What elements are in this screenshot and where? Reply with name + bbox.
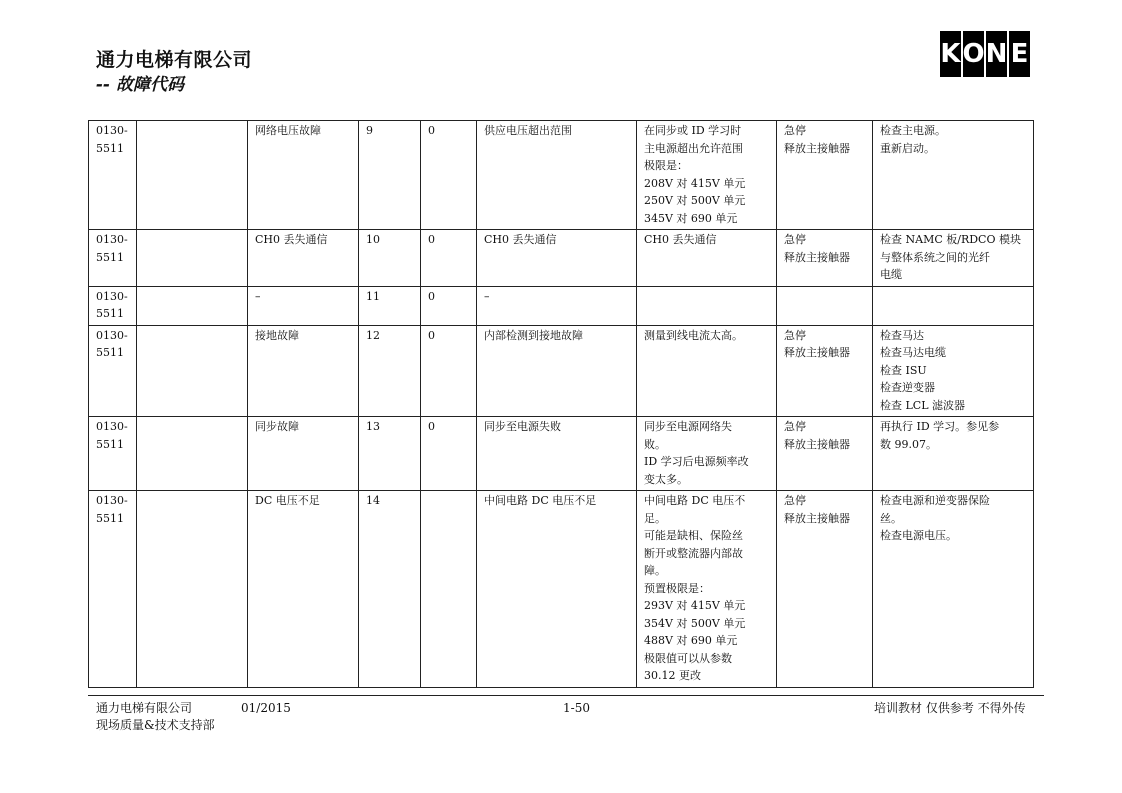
cell-text-line: 主电源超出允许范围 <box>644 141 743 155</box>
remedy-cell <box>873 286 1034 325</box>
fault-number-cell <box>359 230 421 287</box>
remedy-cell <box>873 417 1034 491</box>
cell-text-line: 可能是缺相、保险丝 <box>644 529 743 542</box>
fault-code-table <box>88 120 1034 688</box>
cell-text-line: – <box>484 289 490 303</box>
cell-text-line: 中间电路 DC 电压不 <box>644 494 746 507</box>
cell-text: 13 <box>366 420 380 433</box>
sub-code-cell <box>421 417 477 491</box>
cell-text-line: 中间电路 DC 电压不足 <box>484 494 597 507</box>
description-cell <box>477 230 637 287</box>
cell-text-line: 急停 <box>784 124 806 137</box>
kone-logo <box>940 31 1030 77</box>
cell-text-line: 检查马达电缆 <box>880 346 946 359</box>
cell-text-line: 检查马达 <box>880 328 924 342</box>
table-row <box>89 230 1034 287</box>
cell-text-line: 电缆 <box>880 268 902 281</box>
cell-text: 12 <box>366 328 380 342</box>
fault-number-cell <box>359 286 421 325</box>
table-row <box>89 417 1034 491</box>
table-row <box>89 325 1034 417</box>
cell-text-line: 488V 对 690 单元 <box>644 634 738 647</box>
cell-text-line: 数 99.07。 <box>880 437 937 451</box>
cause-cell <box>637 286 777 325</box>
cell-text-line: 释放主接触器 <box>784 346 850 359</box>
cell-text-line: 0130- <box>96 494 128 507</box>
section-subtitle: -- 故障代码 <box>96 75 185 95</box>
action-cell <box>777 491 873 688</box>
cell-text: 10 <box>366 233 380 246</box>
cell-text-line: – <box>255 289 261 303</box>
cell-text-line: 0130- <box>96 233 128 246</box>
action-cell <box>777 230 873 287</box>
logo-letter-e: E <box>1009 31 1030 77</box>
table-row <box>89 286 1034 325</box>
cell-text: 9 <box>366 124 373 137</box>
fault-name-cell <box>248 121 359 230</box>
cause-cell <box>637 325 777 417</box>
cell-text-line: 250V 对 500V 单元 <box>644 194 746 207</box>
cell-text-line: 测量到线电流太高。 <box>644 328 743 342</box>
footer-notice: 培训教材 仅供参考 不得外传 <box>874 701 1026 715</box>
cell-text: 0 <box>428 289 435 303</box>
cell-text-line: 5511 <box>96 141 124 155</box>
cell-text-line: 5511 <box>96 307 124 320</box>
blank-cell <box>137 121 248 230</box>
fault-number-cell <box>359 121 421 230</box>
remedy-cell <box>873 491 1034 688</box>
footer-divider <box>88 695 1044 696</box>
cell-text-line: 检查 LCL 滤波器 <box>880 398 966 412</box>
cell-text-line: 释放主接触器 <box>784 141 850 155</box>
cell-text-line: 足。 <box>644 511 666 525</box>
cell-text-line: 内部检测到接地故障 <box>484 328 583 342</box>
cell-text-line: 变太多。 <box>644 472 688 486</box>
cell-text-line: 急停 <box>784 494 806 507</box>
cell-text-line: 检查电源电压。 <box>880 529 957 542</box>
cell-text-line: 208V 对 415V 单元 <box>644 176 746 190</box>
remedy-cell <box>873 230 1034 287</box>
footer-department: 现场质量&技术支持部 <box>96 718 215 732</box>
blank-cell <box>137 325 248 417</box>
cell-text-line: 急停 <box>784 420 806 433</box>
cell-text-line: 30.12 更改 <box>644 669 701 682</box>
cause-cell <box>637 417 777 491</box>
cell-text-line: 释放主接触器 <box>784 437 850 451</box>
cell-text-line: 释放主接触器 <box>784 250 850 264</box>
footer-company-block <box>96 700 215 734</box>
sub-code-cell <box>421 230 477 287</box>
cell-text-line: DC 电压不足 <box>255 494 320 507</box>
cell-text-line: 同步至电源失败 <box>484 420 561 433</box>
cell-text-line: 5511 <box>96 250 124 264</box>
cell-text-line: 293V 对 415V 单元 <box>644 599 746 612</box>
logo-letter-n: N <box>986 31 1007 77</box>
description-cell <box>477 286 637 325</box>
description-cell <box>477 491 637 688</box>
code-cell <box>89 121 137 230</box>
cell-text-line: 5511 <box>96 511 124 525</box>
cell-text-line: 丝。 <box>880 511 902 525</box>
cell-text-line: 在同步或 ID 学习时 <box>644 124 742 137</box>
cell-text-line: 检查逆变器 <box>880 381 935 394</box>
cell-text-line: 释放主接触器 <box>784 511 850 525</box>
cell-text: 14 <box>366 494 380 507</box>
cell-text-line: 极限值可以从参数 <box>644 651 732 665</box>
cell-text-line: 败。 <box>644 437 666 451</box>
table-row <box>89 121 1034 230</box>
sub-code-cell <box>421 286 477 325</box>
cell-text-line: 354V 对 500V 单元 <box>644 616 746 630</box>
cell-text: 0 <box>428 420 435 433</box>
action-cell <box>777 417 873 491</box>
document-header <box>96 48 252 96</box>
fault-number-cell <box>359 417 421 491</box>
cell-text-line: 重新启动。 <box>880 141 935 155</box>
blank-cell <box>137 286 248 325</box>
cell-text-line: 0130- <box>96 328 128 342</box>
code-cell <box>89 491 137 688</box>
cell-text-line: CH0 丢失通信 <box>644 233 717 246</box>
action-cell <box>777 286 873 325</box>
cell-text-line: 极限是： <box>644 159 688 172</box>
cell-text-line: 接地故障 <box>255 328 299 342</box>
cell-text-line: 障。 <box>644 564 666 577</box>
action-cell <box>777 325 873 417</box>
description-cell <box>477 121 637 230</box>
company-title: 通力电梯有限公司 <box>96 49 253 71</box>
table-body <box>89 121 1034 688</box>
blank-cell <box>137 417 248 491</box>
description-cell <box>477 325 637 417</box>
cell-text-line: 5511 <box>96 346 124 359</box>
blank-cell <box>137 491 248 688</box>
cell-text-line: 检查主电源。 <box>880 124 946 137</box>
cell-text-line: 检查 NAMC 板/RDCO 模块 <box>880 233 1021 246</box>
sub-code-cell <box>421 491 477 688</box>
description-cell <box>477 417 637 491</box>
sub-code-cell <box>421 121 477 230</box>
fault-name-cell <box>248 230 359 287</box>
cell-text-line: 与整体系统之间的光纤 <box>880 250 990 264</box>
footer-company: 通力电梯有限公司 <box>96 701 193 715</box>
cell-text-line: 断开或整流器内部故 <box>644 546 743 560</box>
table-row <box>89 491 1034 688</box>
sub-code-cell <box>421 325 477 417</box>
cell-text-line: 同步故障 <box>255 420 299 433</box>
cell-text-line: 检查电源和逆变器保险 <box>880 494 990 507</box>
cell-text: 0 <box>428 328 435 342</box>
fault-number-cell <box>359 325 421 417</box>
cell-text-line: 网络电压故障 <box>255 124 321 137</box>
code-cell <box>89 286 137 325</box>
logo-letter-k: K <box>940 31 961 77</box>
fault-name-cell <box>248 417 359 491</box>
cell-text-line: 0130- <box>96 420 128 433</box>
remedy-cell <box>873 325 1034 417</box>
cell-text-line: 检查 ISU <box>880 363 927 377</box>
cell-text-line: 预置极限是： <box>644 581 710 595</box>
cell-text-line: 0130- <box>96 289 128 303</box>
fault-number-cell <box>359 491 421 688</box>
cell-text-line: 5511 <box>96 437 124 451</box>
blank-cell <box>137 230 248 287</box>
cell-text-line: ID 学习后电源频率改 <box>644 455 749 468</box>
fault-name-cell <box>248 325 359 417</box>
cell-text: 11 <box>366 289 380 303</box>
cell-text-line: 345V 对 690 单元 <box>644 211 738 225</box>
cause-cell <box>637 121 777 230</box>
cell-text-line: CH0 丢失通信 <box>484 233 557 246</box>
code-cell <box>89 417 137 491</box>
footer-date: 01/2015 <box>241 701 291 715</box>
cell-text-line: 0130- <box>96 124 128 137</box>
cell-text-line: 同步至电源网络失 <box>644 420 732 433</box>
code-cell <box>89 325 137 417</box>
fault-name-cell <box>248 286 359 325</box>
remedy-cell <box>873 121 1034 230</box>
action-cell <box>777 121 873 230</box>
cell-text-line: 急停 <box>784 328 806 342</box>
cause-cell <box>637 230 777 287</box>
page-number: 1-50 <box>563 701 590 715</box>
fault-name-cell <box>248 491 359 688</box>
code-cell <box>89 230 137 287</box>
cell-text-line: 急停 <box>784 233 806 246</box>
cell-text: 0 <box>428 233 435 246</box>
cell-text-line: 再执行 ID 学习。参见参 <box>880 420 1000 433</box>
logo-letter-o: O <box>963 31 984 77</box>
cell-text-line: 供应电压超出范围 <box>484 124 572 137</box>
cause-cell <box>637 491 777 688</box>
cell-text-line: CH0 丢失通信 <box>255 233 328 246</box>
cell-text: 0 <box>428 124 435 137</box>
